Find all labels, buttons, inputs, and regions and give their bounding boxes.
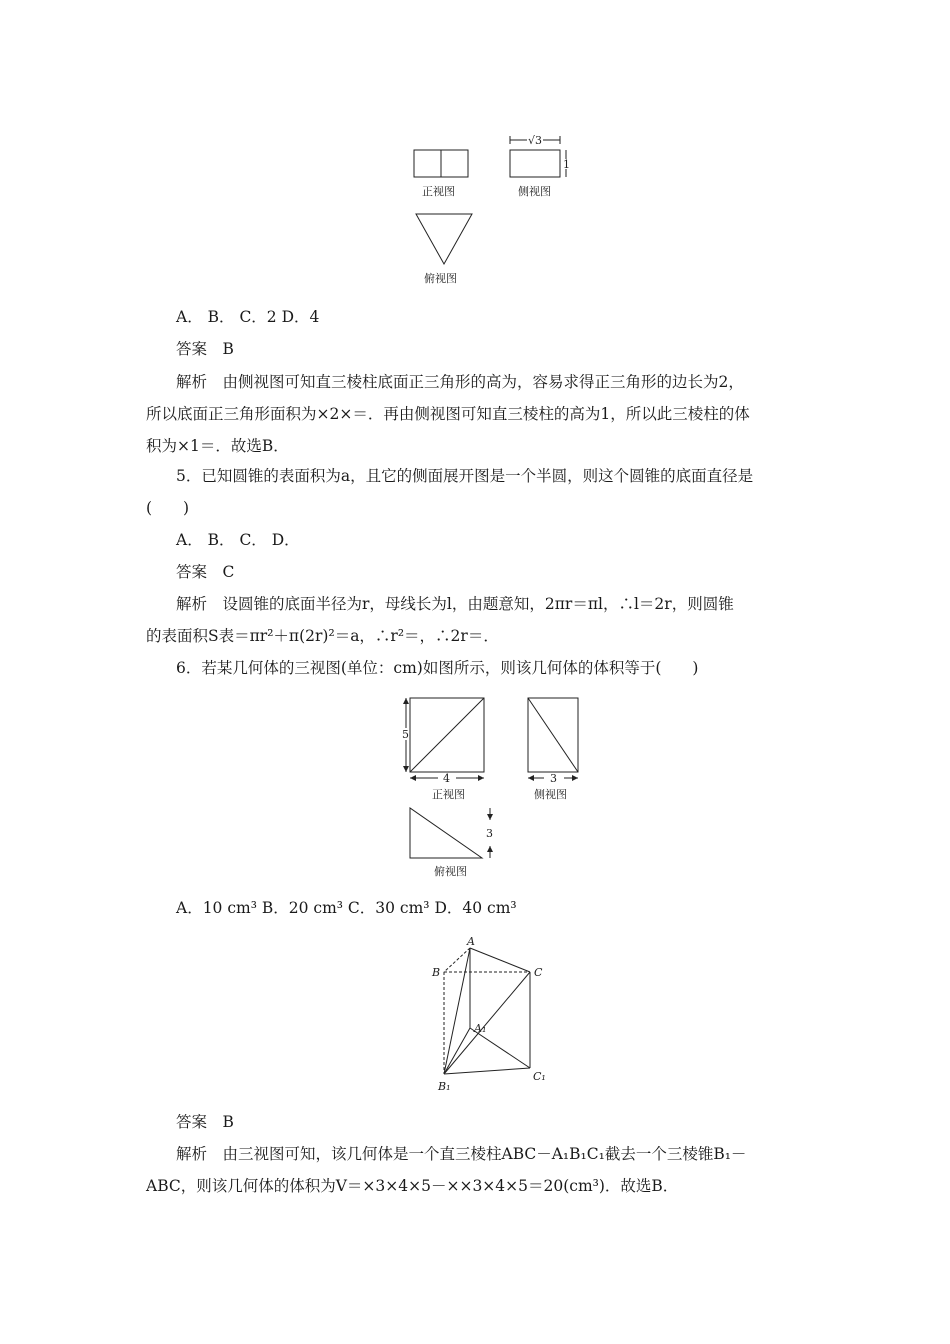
figure-prism-solid	[430, 934, 560, 1094]
top-view-caption-2: 俯视图	[434, 865, 467, 878]
q4-answer: 答案 B	[176, 340, 234, 358]
side-view-caption-2: 侧视图	[534, 788, 567, 801]
vertex-a: A	[467, 935, 475, 948]
q4-analysis-line-1: 解析 由侧视图可知直三棱柱底面正三角形的高为，容易求得正三角形的边长为2，	[176, 373, 744, 391]
width-label-4: 4	[443, 772, 450, 785]
front-view-caption-2: 正视图	[432, 788, 465, 801]
q4-options: A． B． C．2 D．4	[176, 308, 320, 326]
vertex-c1: C₁	[533, 1070, 546, 1083]
side-width-label-3: 3	[550, 772, 557, 785]
vertex-b1: B₁	[438, 1080, 451, 1093]
vertex-a1: A₁	[474, 1022, 487, 1035]
q6-options: A．10 cm³ B．20 cm³ C．30 cm³ D．40 cm³	[176, 899, 517, 917]
top-view-caption: 俯视图	[424, 272, 457, 285]
q5-stem-line-2: ( )	[146, 499, 190, 517]
q5-answer: 答案 C	[176, 563, 235, 581]
front-view-caption: 正视图	[422, 185, 455, 198]
side-view-caption: 侧视图	[518, 185, 551, 198]
q6-analysis-line-1: 解析 由三视图可知，该几何体是一个直三棱柱ABC－A₁B₁C₁截去一个三棱锥B₁－	[176, 1145, 747, 1163]
vertex-c: C	[534, 966, 543, 979]
q5-options: A． B． C． D．	[176, 531, 300, 549]
q5-stem-line-1: 5．已知圆锥的表面积为a，且它的侧面展开图是一个半圆，则这个圆锥的底面直径是	[176, 467, 754, 485]
height-label: 1	[563, 158, 570, 171]
vertex-b: B	[432, 966, 441, 979]
q5-analysis-line-2: 的表面积S表＝πr²＋π(2r)²＝a，∴r²＝，∴2r＝．	[146, 627, 499, 645]
width-label: √3	[528, 134, 543, 147]
figure-three-views	[396, 690, 596, 882]
q5-analysis-line-1: 解析 设圆锥的底面半径为r，母线长为l，由题意知，2πr＝πl，∴l＝2r，则圆锥	[176, 595, 734, 613]
q4-analysis-line-2: 所以底面正三角形面积为×2×＝．再由侧视图可知直三棱柱的高为1，所以此三棱柱的体	[146, 405, 750, 423]
height-label-5: 5	[402, 728, 409, 741]
q6-analysis-line-2: ABC，则该几何体的体积为V＝×3×4×5－××3×4×5＝20(cm³)．故选B．	[146, 1177, 679, 1195]
figure-prism-three-views	[400, 132, 590, 292]
q4-analysis-line-3: 积为×1＝．故选B．	[146, 437, 289, 455]
q6-answer: 答案 B	[176, 1113, 234, 1131]
top-height-label-3: 3	[486, 827, 493, 840]
q6-stem: 6．若某几何体的三视图(单位：cm)如图所示，则该几何体的体积等于( )	[176, 659, 699, 677]
